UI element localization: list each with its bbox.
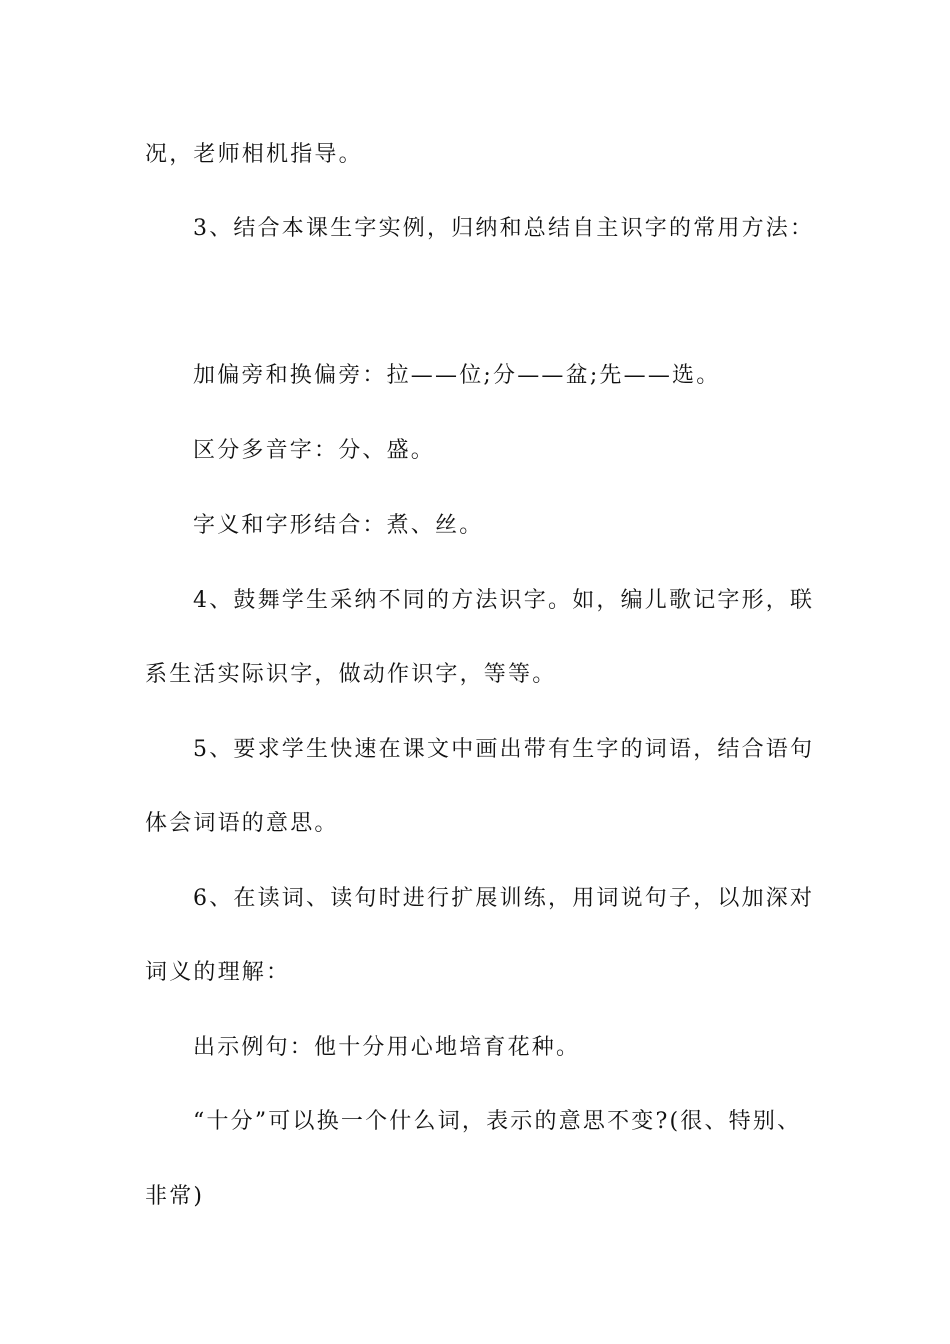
paragraph-line-8: 5、要求学生快速在课文中画出带有生字的词语，结合语句 <box>193 737 815 762</box>
paragraph-line-1: 况，老师相机指导。 <box>145 142 363 167</box>
paragraph-line-3: 加偏旁和换偏旁：拉——位;分——盆;先——选。 <box>193 363 721 388</box>
paragraph-line-10: 6、在读词、读句时进行扩展训练，用词说句子，以加深对 <box>193 886 815 911</box>
paragraph-line-6: 4、鼓舞学生采纳不同的方法识字。如，编儿歌记字形，联 <box>193 588 815 613</box>
paragraph-line-2: 3、结合本课生字实例，归纳和总结自主识字的常用方法： <box>193 216 815 241</box>
paragraph-line-13: “十分”可以换一个什么词，表示的意思不变?(很、特别、 <box>193 1109 802 1134</box>
paragraph-line-5: 字义和字形结合：煮、丝。 <box>193 513 484 538</box>
paragraph-line-12: 出示例句：他十分用心地培育花种。 <box>193 1035 581 1060</box>
paragraph-line-4: 区分多音字：分、盛。 <box>193 438 436 463</box>
paragraph-line-9: 体会词语的意思。 <box>145 811 339 836</box>
paragraph-line-14: 非常) <box>145 1184 205 1209</box>
paragraph-line-11: 词义的理解： <box>145 960 291 985</box>
paragraph-line-7: 系生活实际识字，做动作识字，等等。 <box>145 662 557 687</box>
